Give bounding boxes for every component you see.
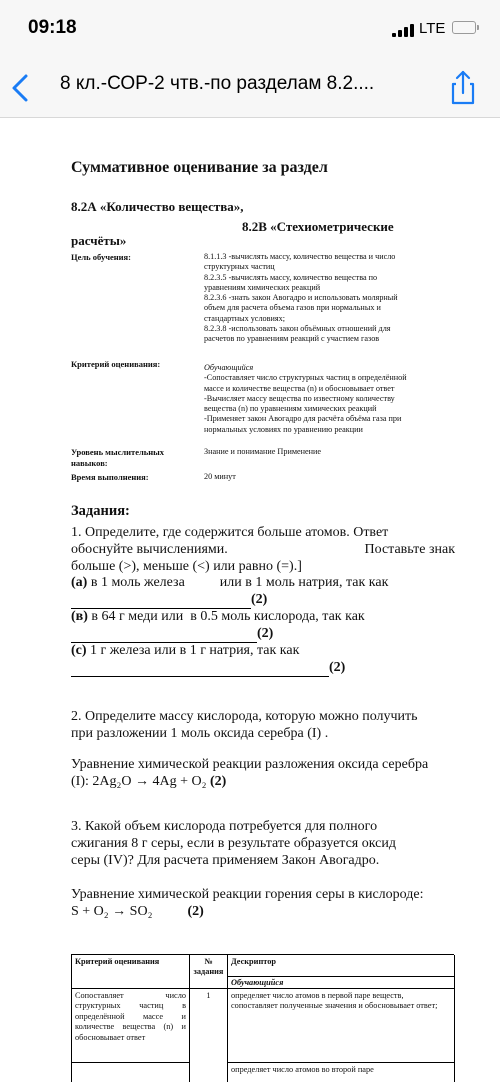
- q1c-mark: (2): [329, 659, 346, 675]
- criteria-list: [204, 363, 452, 435]
- q1-line-part: Поставьте знак: [364, 541, 455, 557]
- criteria-line: -Применяет закон Авогадро для расчёта объёма газа при: [204, 414, 402, 424]
- q1a-label: (а): [71, 575, 88, 591]
- table-cell-criteria: Сопоставляет число структурных частиц в определённой массе и количестве вещества (n) и обосновывает ответ: [72, 989, 190, 1063]
- q1b-answer-line: [71, 626, 455, 643]
- signal-icon: [392, 23, 414, 37]
- q1a: [71, 575, 455, 592]
- q1b-mark: (2): [257, 625, 274, 641]
- goal-line: структурных частиц: [204, 262, 275, 272]
- status-time: 09:18: [28, 17, 77, 38]
- skills-label-line: навыков:: [71, 457, 108, 468]
- document-page[interactable]: [0, 119, 500, 1082]
- table-cell-descriptor: определяет число атомов в первой паре веществ, сопоставляет полученные значения и обосновывает ответ;: [228, 989, 455, 1063]
- q1a-answer-line: [71, 592, 455, 609]
- table-cell-descriptor: определяет число атомов во второй паре: [228, 1063, 455, 1082]
- q1c-answer-line: [71, 660, 455, 677]
- back-button[interactable]: [6, 68, 42, 108]
- q3-mark: (2): [187, 903, 204, 919]
- q1c-text: 1 г железа или в 1 г натрия, так как: [86, 642, 300, 658]
- criteria-heading: Обучающийся: [204, 363, 254, 372]
- goal-line: стандартных условиях;: [204, 313, 286, 323]
- q3-eq-line: [71, 904, 455, 921]
- q1-line-part: обоснуйте вычислениями.: [71, 541, 228, 557]
- rubric-table: [71, 954, 454, 1082]
- share-button[interactable]: [446, 68, 480, 108]
- goal-line: 8.2.3.5 -вычислять массу, количество вещества по: [204, 272, 378, 282]
- network-label: LTE: [419, 20, 446, 37]
- q3-line: серы (IV)? Для расчета применяем Закон Авогадро.: [71, 852, 380, 868]
- question-3-equation: [71, 887, 455, 921]
- answer-line: [71, 663, 329, 677]
- criteria-line: -Сопоставляет число структурных частиц в определённой: [204, 373, 407, 383]
- skills-label-line: Уровень мыслительных: [71, 447, 165, 457]
- section-title-continued: расчёты»: [71, 233, 127, 248]
- table-header-descriptor: Дескриптор: [228, 955, 455, 977]
- q1-line: [71, 542, 455, 559]
- table-cell-task-number: 1: [190, 989, 228, 1082]
- question-2-equation: [71, 757, 455, 791]
- q2-eq-line: Уравнение химической реакции разложения оксида серебра: [71, 757, 429, 772]
- q3-line: 3. Какой объем кислорода потребуется для полного: [71, 819, 378, 834]
- criteria-line: -Вычисляет массу вещества по известному количеству: [204, 393, 395, 403]
- question-2: [71, 709, 455, 743]
- question-1: [71, 525, 455, 677]
- chevron-left-icon: [6, 68, 42, 108]
- goal-line: расчетов по уравнениям реакций с участием газов: [204, 334, 380, 344]
- criteria-label: Критерий оценивания:: [71, 359, 161, 369]
- q1b-label: (в): [71, 609, 88, 625]
- q3-eq-line: Уравнение химической реакции горения серы в кислороде:: [71, 887, 424, 902]
- table-header-criteria: Критерий оценивания: [72, 955, 190, 989]
- goal-line: 8.2.3.8 -использовать закон объёмных отношений для: [204, 324, 391, 334]
- goal-line: уравнениям химических реакций: [204, 282, 321, 292]
- nav-bar: [0, 58, 500, 118]
- q1b-text: в 64 г меди или в 0.5 моль кислорода, так как: [87, 609, 365, 625]
- skills-value: Знание и понимание Применение: [204, 447, 322, 456]
- q3-equation: S + O₂ → SO₂: [71, 903, 153, 919]
- q1a-mark: (2): [251, 592, 268, 608]
- goal-line: объем для расчета объема газов при нормальных и: [204, 303, 381, 313]
- q2-line: 2. Определите массу кислорода, которую можно получить: [71, 709, 418, 724]
- table-subheader: Обучающийся: [228, 977, 455, 989]
- q2-eq-line: [71, 774, 455, 791]
- time-label: Время выполнения:: [71, 472, 149, 482]
- criteria-line: вещества (n) по уравнениям химических реакций: [204, 404, 377, 414]
- table-header-task-number: № задания: [190, 955, 228, 989]
- goal-line: 8.2.3.6 -знать закон Авогадро и использовать молярный: [204, 293, 398, 303]
- q1-line: 1. Определите, где содержится больше атомов. Ответ: [71, 525, 389, 540]
- answer-line: [71, 629, 257, 643]
- time-value: 20 минут: [204, 472, 236, 481]
- q3-line: сжигания 8 г серы, если в результате образуется оксид: [71, 835, 397, 851]
- doc-heading: Суммативное оценивание за раздел: [71, 159, 328, 176]
- criteria-line: нормальных условиях по уравнению реакции: [204, 424, 363, 434]
- goals-list: [204, 252, 452, 345]
- goal-label: Цель обучения:: [71, 252, 131, 262]
- goal-line: 8.1.1.3 -вычислять массу, количество вещества и число: [204, 252, 396, 261]
- tasks-title: Задания:: [71, 503, 130, 519]
- table-cell-empty: [72, 1063, 190, 1082]
- criteria-line: массе и количестве вещества (n) и обосновывает ответ: [204, 383, 395, 393]
- skills-label: [71, 447, 164, 468]
- q1-line: больше (>), меньше (<) или равно (=).]: [71, 558, 302, 574]
- section-title-8-2a: 8.2А «Количество вещества»,: [71, 199, 244, 214]
- q2-equation: (I): 2Ag₂O → 4Ag + O₂: [71, 773, 207, 789]
- battery-tip: [477, 25, 479, 30]
- share-icon: [446, 68, 480, 108]
- answer-line: [71, 595, 251, 609]
- q2-line: при разложении 1 моль оксида серебра (I) .: [71, 725, 329, 741]
- q1c-label: (с): [71, 642, 87, 658]
- section-title-8-2b: 8.2В «Стехиометрические: [242, 219, 394, 234]
- document-title: 8 кл.-СОР-2 чтв.-по разделам 8.2....: [60, 73, 375, 94]
- battery-icon: [452, 21, 476, 34]
- status-bar: [0, 0, 500, 58]
- q1c: [71, 643, 455, 660]
- q1a-text: в 1 моль железа или в 1 моль натрия, так как: [87, 575, 389, 591]
- q1b: [71, 609, 455, 626]
- q2-mark: (2): [209, 773, 227, 789]
- question-3: [71, 819, 455, 869]
